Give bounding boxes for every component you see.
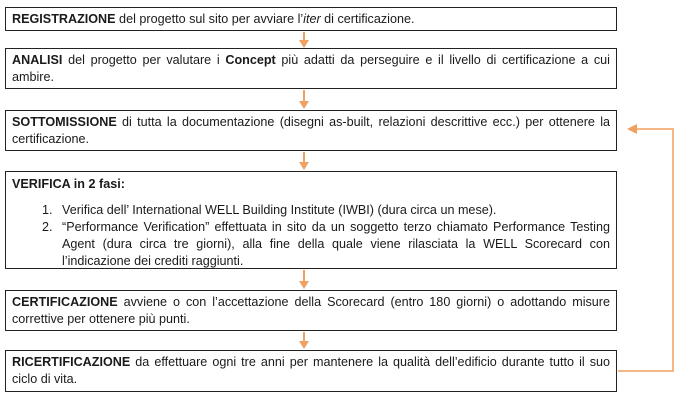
loop-back-line: [618, 129, 673, 371]
step-registrazione-text-italic: iter: [303, 12, 321, 26]
step-verifica-title: VERIFICA in 2 fasi:: [12, 177, 125, 191]
step-certificazione-title: CERTIFICAZIONE: [12, 295, 118, 309]
step-certificazione-text: avviene o con l’accettazione della Scorecard (entro 180 giorni) o adottando misure correttive per ottenere più punti.: [12, 295, 610, 326]
step-registrazione-text-a: del progetto sul sito per avviare l’: [115, 12, 304, 26]
step-ricertificazione-text: da effettuare ogni tre anni per mantenere la qualità dell’edificio durante tutto il suo ciclo di vita.: [12, 355, 610, 386]
step-analisi-text-a: del progetto per valutare i: [62, 53, 226, 67]
step-analisi-title: ANALISI: [12, 53, 63, 67]
step-analisi-concept: Concept: [225, 53, 276, 67]
step-analisi-text-b: più adatti da perseguire e il livello di certificazione a cui ambire.: [12, 53, 610, 84]
step-registrazione-title: REGISTRAZIONE: [12, 12, 116, 26]
step-sottomissione-text: di tutta la documentazione (disegni as-built, relazioni descrittive ecc.) per ottenere la certificazione.: [12, 115, 610, 146]
step-verifica-item-2: 2. “Performance Verification” effettuata in sito da un soggetto terzo chiamato Performance Testing Agent (dura circa tre giorni), alla fine della quale viene rilasciata la WELL Scorecard con l’indicazione dei crediti raggiunti.: [56, 219, 610, 270]
step-registrazione-text-b: di certificazione.: [320, 12, 415, 26]
step-sottomissione-title: SOTTOMISSIONE: [12, 115, 117, 129]
step-ricertificazione-title: RICERTIFICAZIONE: [12, 355, 131, 369]
step-verifica-item-1: 1. Verifica dell’ International WELL Building Institute (IWBI) (dura circa un mese).: [56, 202, 610, 219]
loop-back-arrowhead: [627, 124, 637, 134]
